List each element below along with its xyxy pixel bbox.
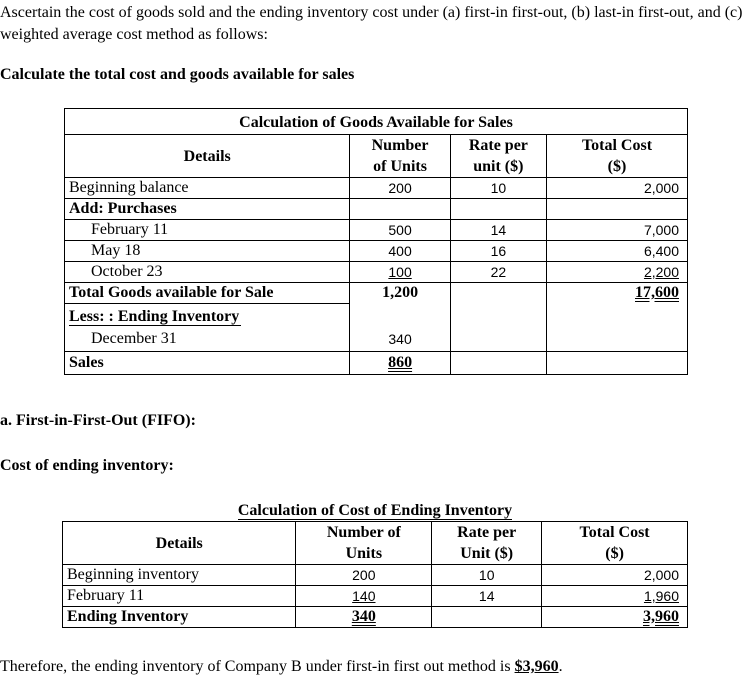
goods-available-table: [64, 108, 688, 375]
intro-paragraph: Ascertain the cost of goods sold and the ending inventory cost under (a) first-in first-out, (b) last-in first-out, and (c) weighted average cost method as follows:: [0, 4, 743, 43]
table2-header-rate: Rate per Unit ($): [432, 522, 542, 565]
table-row: [65, 283, 687, 304]
row-units: 200: [296, 565, 432, 586]
row-rate: [450, 352, 546, 375]
row-units: 400: [350, 241, 450, 262]
row-total: 17,600: [547, 283, 687, 304]
row-label: Beginning inventory: [63, 565, 296, 586]
row-label: Less: : Ending Inventory: [65, 304, 350, 328]
row-units: 860: [350, 352, 450, 375]
row-label: February 11: [65, 220, 350, 241]
row-total: 2,000: [547, 178, 687, 199]
row-label: Ending Inventory: [63, 607, 296, 628]
table2-grid: [62, 521, 688, 628]
row-total: 2,000: [542, 565, 688, 586]
row-total: 6,400: [547, 241, 687, 262]
row-total: [547, 199, 687, 220]
conclusion-period: .: [558, 658, 563, 675]
row-rate: [450, 304, 546, 328]
row-rate: [450, 327, 546, 352]
table2-header-units: Number of Units: [296, 522, 432, 565]
heading-total-cost: Calculate the total cost and goods available for sales: [0, 66, 355, 83]
heading-ending-inventory: Cost of ending inventory:: [0, 457, 174, 474]
row-label: February 11: [63, 586, 296, 607]
heading-fifo: a. First-in-First-Out (FIFO):: [0, 412, 196, 429]
row-total: 2,200: [547, 262, 687, 283]
table1-header-details: Details: [65, 135, 350, 178]
row-label: October 23: [65, 262, 350, 283]
row-total: [547, 327, 687, 352]
row-units: 340: [350, 327, 450, 352]
row-label: Add: Purchases: [65, 199, 350, 220]
row-label: May 18: [65, 241, 350, 262]
table2-caption: Calculation of Cost of Ending Inventory: [237, 502, 513, 519]
table-row: [65, 327, 687, 352]
conclusion-text: Therefore, the ending inventory of Company B under first-in first out method is: [0, 658, 511, 675]
row-rate: 14: [432, 586, 542, 607]
table1-grid: [65, 134, 687, 374]
row-label: Sales: [65, 352, 350, 375]
table-row: [65, 220, 687, 241]
table-row: [65, 178, 687, 199]
table1-header-total: Total Cost ($): [547, 135, 687, 178]
row-units: 500: [350, 220, 450, 241]
table1-header-rate: Rate per unit ($): [450, 135, 546, 178]
row-rate: 10: [450, 178, 546, 199]
row-units: 200: [350, 178, 450, 199]
table2-header-row: [63, 522, 688, 565]
row-label: December 31: [91, 330, 177, 347]
table1-header-units: Number of Units: [350, 135, 450, 178]
row-units: 340: [296, 607, 432, 628]
table-row: [65, 262, 687, 283]
row-units: 100: [350, 262, 450, 283]
row-units: [350, 199, 450, 220]
table2-header-details: Details: [155, 534, 203, 552]
ending-inventory-table: [62, 497, 688, 628]
row-rate: 10: [432, 565, 542, 586]
row-label: Beginning balance: [65, 178, 350, 199]
row-total: [547, 352, 687, 375]
table1-header-row: [65, 135, 687, 178]
row-rate: [450, 283, 546, 304]
table2-header-total: Total Cost ($): [542, 522, 688, 565]
table-row: [65, 304, 687, 328]
row-units: 140: [296, 586, 432, 607]
row-units: 1,200: [350, 283, 450, 304]
table1-caption: Calculation of Goods Available for Sales: [239, 114, 513, 131]
table-row: [63, 565, 688, 586]
row-rate: 16: [450, 241, 546, 262]
conclusion-sentence: [0, 658, 752, 676]
row-total: 7,000: [547, 220, 687, 241]
row-total: 1,960: [542, 586, 688, 607]
row-label: Total Goods available for Sale: [65, 283, 350, 304]
table-row: [65, 352, 687, 375]
table-row: [63, 607, 688, 628]
row-rate: 14: [450, 220, 546, 241]
row-rate: [450, 199, 546, 220]
row-rate: 22: [450, 262, 546, 283]
row-total: [547, 304, 687, 328]
conclusion-amount: $3,960: [514, 658, 559, 675]
row-total: 3,960: [542, 607, 688, 628]
row-units: [350, 304, 450, 328]
row-rate: [432, 607, 542, 628]
table-row: [65, 199, 687, 220]
table-row: [65, 241, 687, 262]
table-row: [63, 586, 688, 607]
